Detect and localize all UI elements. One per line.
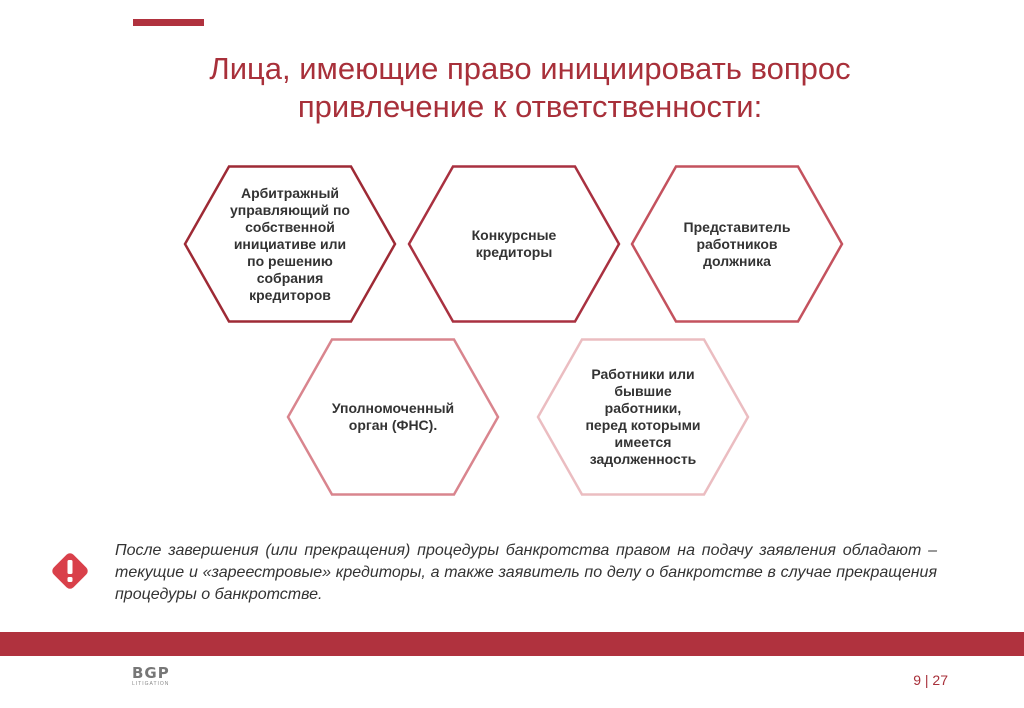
logo-main-text: BGP <box>132 664 170 682</box>
page-number: 9 | 27 <box>913 672 948 688</box>
warning-icon <box>46 547 94 595</box>
company-logo <box>132 665 182 688</box>
hexagon-arbitration-manager <box>183 165 397 323</box>
top-accent-bar <box>133 19 204 26</box>
hexagon-current-former-employees <box>536 338 750 496</box>
logo-sub-text: LITIGATION <box>132 681 170 687</box>
hexagon-label: Уполномоченный орган (ФНС). <box>331 400 455 433</box>
hexagon-label: Представитель работников должника <box>683 218 791 269</box>
hexagon-tax-authority <box>286 338 500 496</box>
notice-text: После завершения (или прекращения) процедуры банкротства правом на подачу заявления обладают – текущие и «зареестровые» кредиторы, а также заявитель по делу о банкротстве в случае прекращения процедуры о банкротстве. <box>115 542 937 603</box>
hexagon-label: Работники или бывшие работники, перед которыми имеется задолженность <box>585 366 701 467</box>
hexagon-employee-representative <box>630 165 844 323</box>
hexagon-label: Конкурсные кредиторы <box>471 227 557 260</box>
footer-band <box>0 632 1024 656</box>
page-title: Лица, имеющие право инициировать вопрос привлечение к ответственности: <box>209 51 851 124</box>
hexagon-label: Арбитражный управляющий по собственной инициативе или по решению собрания кредиторов <box>230 184 350 303</box>
hexagon-bankruptcy-creditors <box>407 165 621 323</box>
